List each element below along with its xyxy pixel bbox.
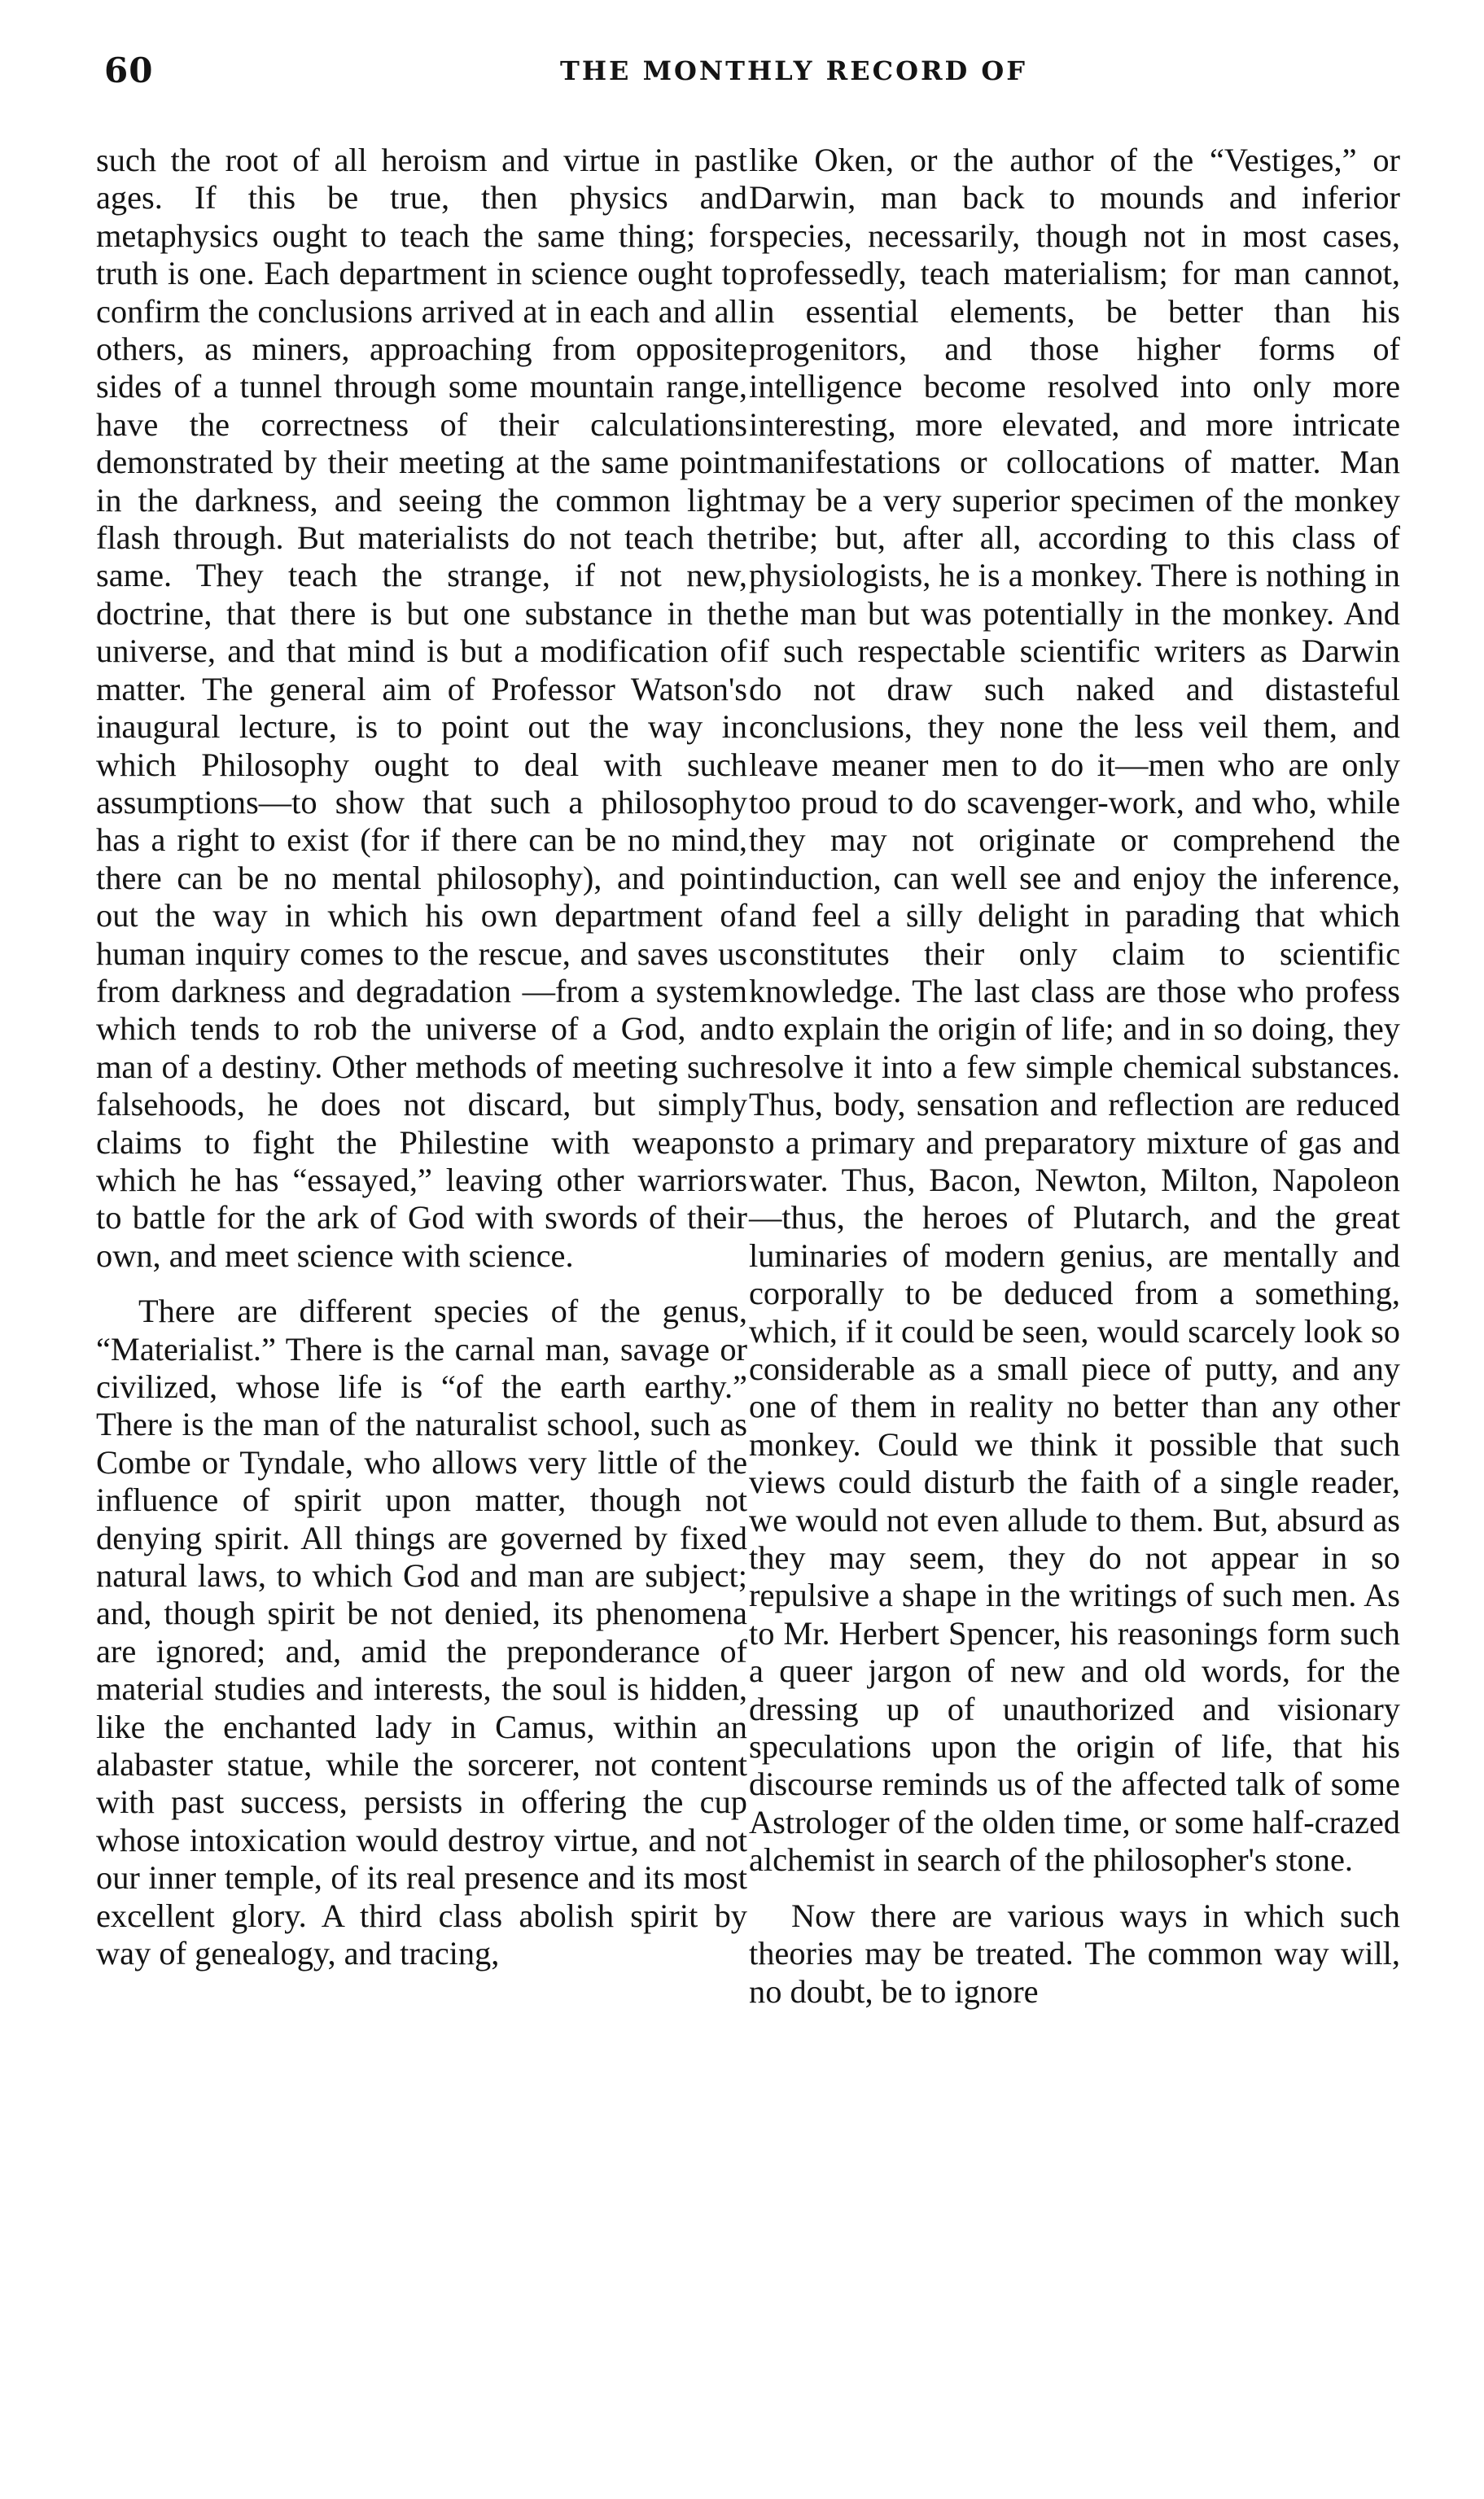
right-paragraph-2: Now there are various ways in which such theories may be treated. The common way will, no doubt, be to ignore: [749, 1897, 1400, 2010]
left-column: [96, 142, 747, 1973]
right-column: [749, 142, 1400, 2011]
left-paragraph-2: There are different species of the genus, “Materialist.” There is the carnal man, savage or civilized, whose life is “of the earth earthy.” There is the man of the naturalist school, such as Combe or Tyndale, who allows very little of the influence of spirit upon matter, though not denying spirit. All things are governed by fixed natural laws, to which God and man are subject; and, though spirit be not denied, its phenomena are ignored; and, amid the preponderance of material studies and interests, the soul is hidden, like the enchanted lady in Camus, within an alabaster statue, while the sorcerer, not content with past success, persists in offering the cup whose intoxication would destroy virtue, and not our inner temple, of its real presence and its most excellent glory. A third class abolish spirit by way of genealogy, and tracing,: [96, 1293, 747, 1972]
left-paragraph-1: such the root of all heroism and virtue in past ages. If this be true, then physics and metaphysics ought to teach the same thing; for truth is one. Each department in science ought to confirm the conclusions arrived at in each and all others, as miners, approaching from opposite sides of a tunnel through some mountain range, have the correctness of their calculations demonstrated by their meeting at the same point in the darkness, and seeing the common light flash through. But materialists do not teach the same. They teach the strange, if not new, doctrine, that there is but one substance in the universe, and that mind is but a modification of matter. The general aim of Professor Watson's inaugural lecture, is to point out the way in which Philosophy ought to deal with such assumptions—to show that such a philosophy has a right to exist (for if there can be no mind, there can be no mental philosophy), and point out the way in which his own department of human inquiry comes to the rescue, and saves us from darkness and degradation —from a system which tends to rob the universe of a God, and man of a destiny. Other methods of meeting such falsehoods, he does not discard, but simply claims to fight the Philestine with weapons which he has “essayed,” leaving other warriors to battle for the ark of God with swords of their own, and meet science with science.: [96, 142, 747, 1274]
right-paragraph-1: like Oken, or the author of the “Vestiges,” or Darwin, man back to mounds and inferior species, necessarily, though not in most cases, professedly, teach materialism; for man cannot, in essential elements, be better than his progenitors, and those higher forms of intelligence become resolved into only more interesting, more elevated, and more intricate manifestations or collocations of matter. Man may be a very superior specimen of the monkey tribe; but, after all, according to this class of physiologists, he is a monkey. There is nothing in the man but was potentially in the monkey. And if such respectable scientific writers as Darwin do not draw such naked and distasteful conclusions, they none the less veil them, and leave meaner men to do it—men who are only too proud to do scavenger-work, and who, while they may not originate or comprehend the induction, can well see and enjoy the inference, and feel a silly delight in parading that which constitutes their only claim to scientific knowledge. The last class are those who profess to explain the origin of life; and in so doing, they resolve it into a few simple chemical substances. Thus, body, sensation and reflection are reduced to a primary and preparatory mixture of gas and water. Thus, Bacon, Newton, Milton, Napoleon —thus, the heroes of Plutarch, and the great luminaries of modern genius, are mentally and corporally to be deduced from a something, which, if it could be seen, would scarcely look so considerable as a small piece of putty, and any one of them in reality no better than any other monkey. Could we think it possible that such views could disturb the faith of a single reader, we would not even allude to them. But, absurd as they may seem, they do not appear in so repulsive a shape in the writings of such men. As to Mr. Herbert Spencer, his reasonings form such a queer jargon of new and old words, for the dressing up of unauthorized and visionary speculations upon the origin of life, that his discourse reminds us of the affected talk of some Astrologer of the olden time, or some half-crazed alchemist in search of the philosopher's stone.: [749, 142, 1400, 1879]
page-header: [104, 50, 1386, 96]
running-head: THE MONTHLY RECORD OF: [560, 55, 1028, 86]
page-number: 60: [104, 50, 154, 90]
